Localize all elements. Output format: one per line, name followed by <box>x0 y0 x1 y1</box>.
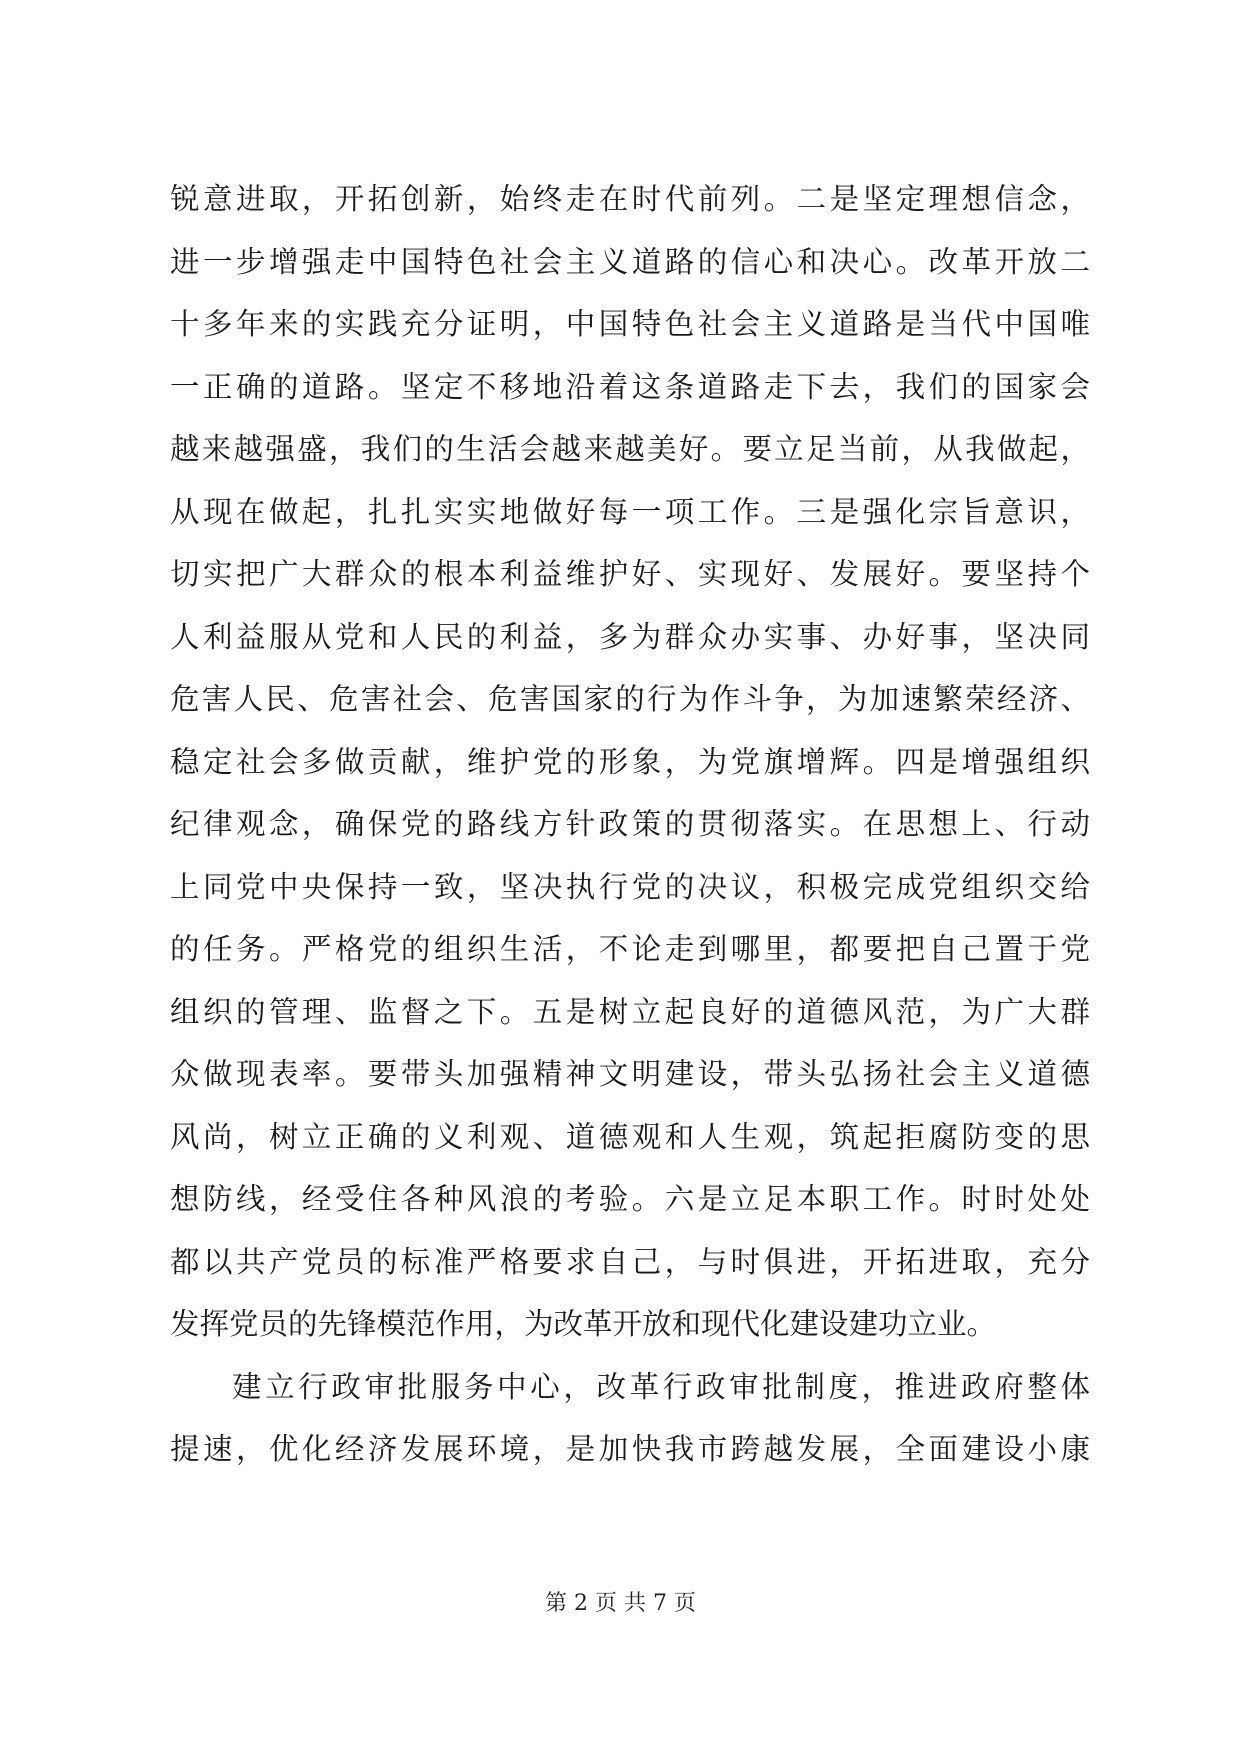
text-line: 人利益服从党和人民的利益，多为群众办实事、办好事，坚决同 <box>170 619 1090 654</box>
text-line: 想防线，经受住各种风浪的考验。六是立足本职工作。时时处处 <box>170 1182 1090 1216</box>
text-line: 进一步增强走中国特色社会主义道路的信心和决心。改革开放二 <box>170 244 1090 279</box>
body-text <box>170 168 1090 1481</box>
text-line: 锐意进取，开拓创新，始终走在时代前列。二是坚定理想信念， <box>170 182 1090 216</box>
text-line: 危害人民、危害社会、危害国家的行为作斗争，为加速繁荣经济、 <box>170 682 1090 716</box>
text-line: 都以共产党员的标准严格要求自己，与时俱进，开拓进取，充分 <box>170 1244 1090 1279</box>
text-line: 十多年来的实践充分证明，中国特色社会主义道路是当代中国唯 <box>170 307 1090 341</box>
text-line: 众做现表率。要带头加强精神文明建设，带头弘扬社会主义道德 <box>170 1057 1090 1091</box>
text-line: 发挥党员的先锋模范作用，为改革开放和现代化建设建功立业。 <box>170 1307 997 1341</box>
text-line: 一正确的道路。坚定不移地沿着这条道路走下去，我们的国家会 <box>170 369 1090 404</box>
page-number-footer: 第 2 页 共 7 页 <box>545 1591 696 1616</box>
text-line: 建立行政审批服务中心，改革行政审批制度，推进政府整体 <box>232 1369 1090 1404</box>
text-line: 纪律观念，确保党的路线方针政策的贯彻落实。在思想上、行动 <box>170 807 1090 841</box>
text-line: 切实把广大群众的根本利益维护好、实现好、发展好。要坚持个 <box>170 557 1090 591</box>
text-line: 从现在做起，扎扎实实地做好每一项工作。三是强化宗旨意识， <box>170 494 1090 529</box>
text-line: 越来越强盛，我们的生活会越来越美好。要立足当前，从我做起， <box>170 432 1090 466</box>
text-line: 稳定社会多做贡献，维护党的形象，为党旗增辉。四是增强组织 <box>170 744 1090 779</box>
text-line: 提速，优化经济发展环境，是加快我市跨越发展，全面建设小康 <box>170 1432 1090 1466</box>
text-line: 的任务。严格党的组织生活，不论走到哪里，都要把自己置于党 <box>170 932 1090 966</box>
text-line: 上同党中央保持一致，坚决执行党的决议，积极完成党组织交给 <box>170 869 1090 904</box>
text-line: 组织的管理、监督之下。五是树立起良好的道德风范，为广大群 <box>170 994 1090 1029</box>
text-line: 风尚，树立正确的义利观、道德观和人生观，筑起拒腐防变的思 <box>170 1119 1090 1154</box>
